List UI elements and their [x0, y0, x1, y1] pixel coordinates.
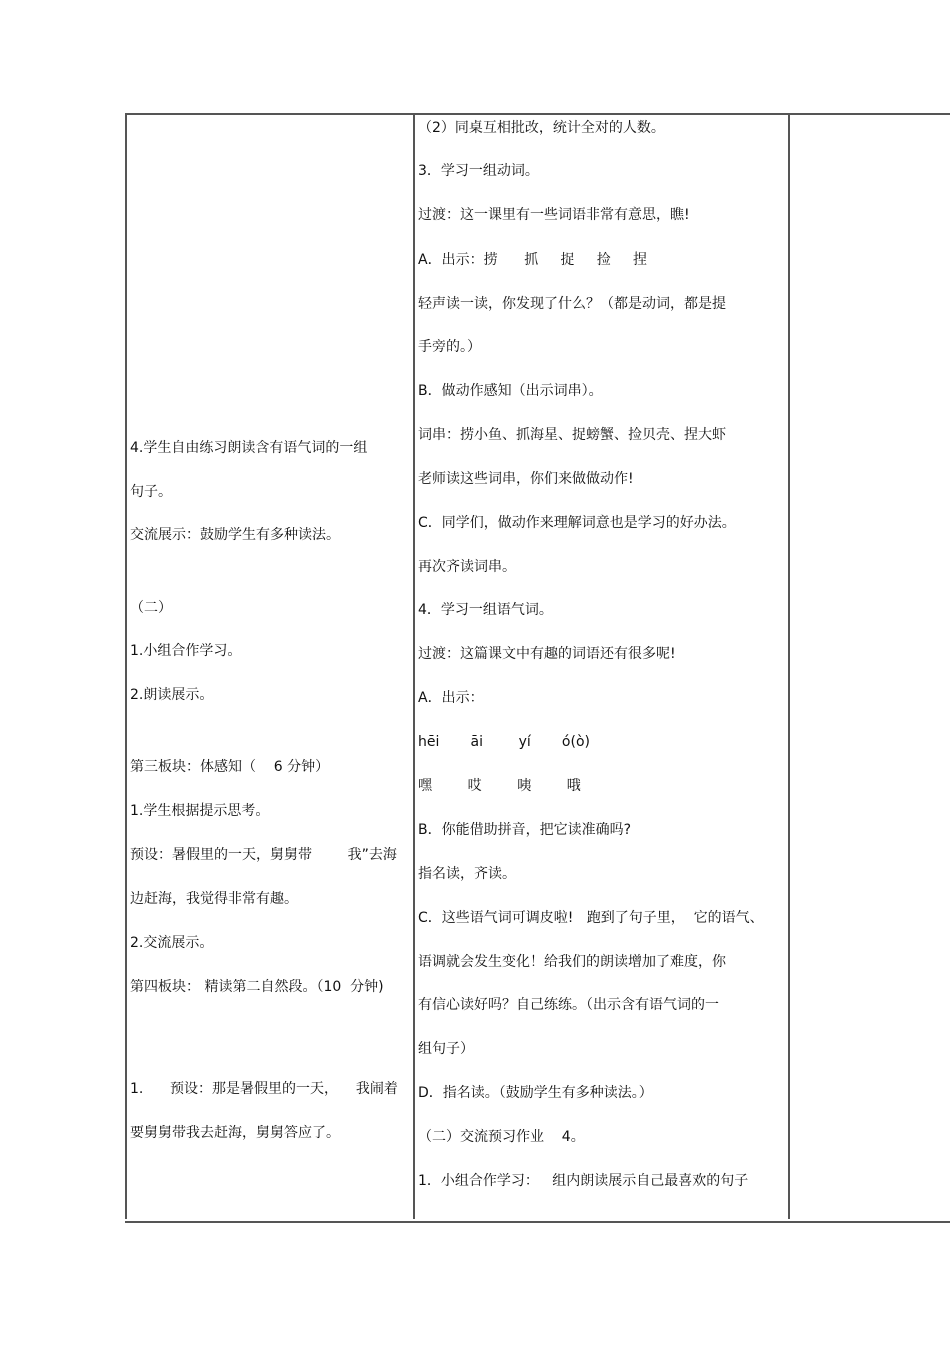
text-line: 1.小组合作学习。: [130, 643, 242, 659]
text-line: B．你能借助拼音，把它读准确吗?: [418, 822, 632, 838]
text-line: 第三板块：体感知（ 6 分钟）: [130, 759, 330, 775]
text-line: 交流展示：鼓励学生有多种读法。: [130, 527, 340, 543]
text-line: B．做动作感知（出示词串）。: [418, 383, 603, 399]
text-line: 要舅舅带我去赶海，舅舅答应了。: [130, 1125, 340, 1141]
text-line: 1.学生根据提示思考。: [130, 803, 270, 819]
text-line: 语调就会发生变化！给我们的朗读增加了难度，你: [418, 954, 726, 970]
text-line: C．这些语气词可调皮啦! 跑到了句子里， 它的语气、: [418, 910, 764, 926]
notes-column: [790, 113, 948, 1219]
text-line: 轻声读一读，你发现了什么？（都是动词，都是提: [418, 296, 726, 312]
text-line: 老师读这些词串，你们来做做动作!: [418, 471, 634, 487]
text-line: 指名读，齐读。: [418, 866, 516, 882]
text-line: （二）交流预习作业 4。: [418, 1129, 585, 1145]
text-line: D．指名读。（鼓励学生有多种读法。）: [418, 1085, 653, 1101]
text-line: 3．学习一组动词。: [418, 163, 539, 179]
text-line: 1. 预设：那是暑假里的一天， 我闹着: [130, 1081, 398, 1097]
text-line: 边赶海，我觉得非常有趣。: [130, 891, 298, 907]
text-line: A．出示：: [418, 690, 484, 706]
text-line: 第四板块： 精读第二自然段。（10 分钟): [130, 979, 384, 995]
text-line: C．同学们，做动作来理解词意也是学习的好办法。: [418, 515, 736, 531]
text-line: 2.朗读展示。: [130, 687, 214, 703]
text-line: 再次齐读词串。: [418, 559, 516, 575]
text-line: （2）同桌互相批改，统计全对的人数。: [418, 120, 665, 136]
text-line: 2.交流展示。: [130, 935, 214, 951]
text-line: 4.学生自由练习朗读含有语气词的一组: [130, 440, 368, 456]
text-line: 手旁的。）: [418, 339, 481, 355]
text-line: 组句子）: [418, 1041, 474, 1057]
text-line: 过渡：这篇课文中有趣的词语还有很多呢!: [418, 646, 676, 662]
text-line: A．出示：捞 抓 捉 捡 捏: [418, 252, 648, 268]
text-line: 有信心读好吗？自己练练。（出示含有语气词的一: [418, 997, 719, 1013]
student-activity-column: [127, 113, 412, 1219]
text-line: 句子。: [130, 484, 172, 500]
text-line: （二）: [130, 600, 172, 616]
text-line: 过渡：这一课里有一些词语非常有意思，瞧!: [418, 207, 690, 223]
text-line: 嘿 哎 咦 哦: [418, 778, 581, 794]
pinyin-line: hēi āi yí ó(ò): [418, 734, 590, 750]
text-line: 词串：捞小鱼、抓海星、捉螃蟹、捡贝壳、捏大虾: [418, 427, 726, 443]
text-line: 4．学习一组语气词。: [418, 602, 553, 618]
text-line: 1．小组合作学习： 组内朗读展示自己最喜欢的句子: [418, 1173, 749, 1189]
text-line: 预设：暑假里的一天，舅舅带 我”去海: [130, 847, 397, 863]
teacher-activity-column: [415, 113, 787, 1219]
